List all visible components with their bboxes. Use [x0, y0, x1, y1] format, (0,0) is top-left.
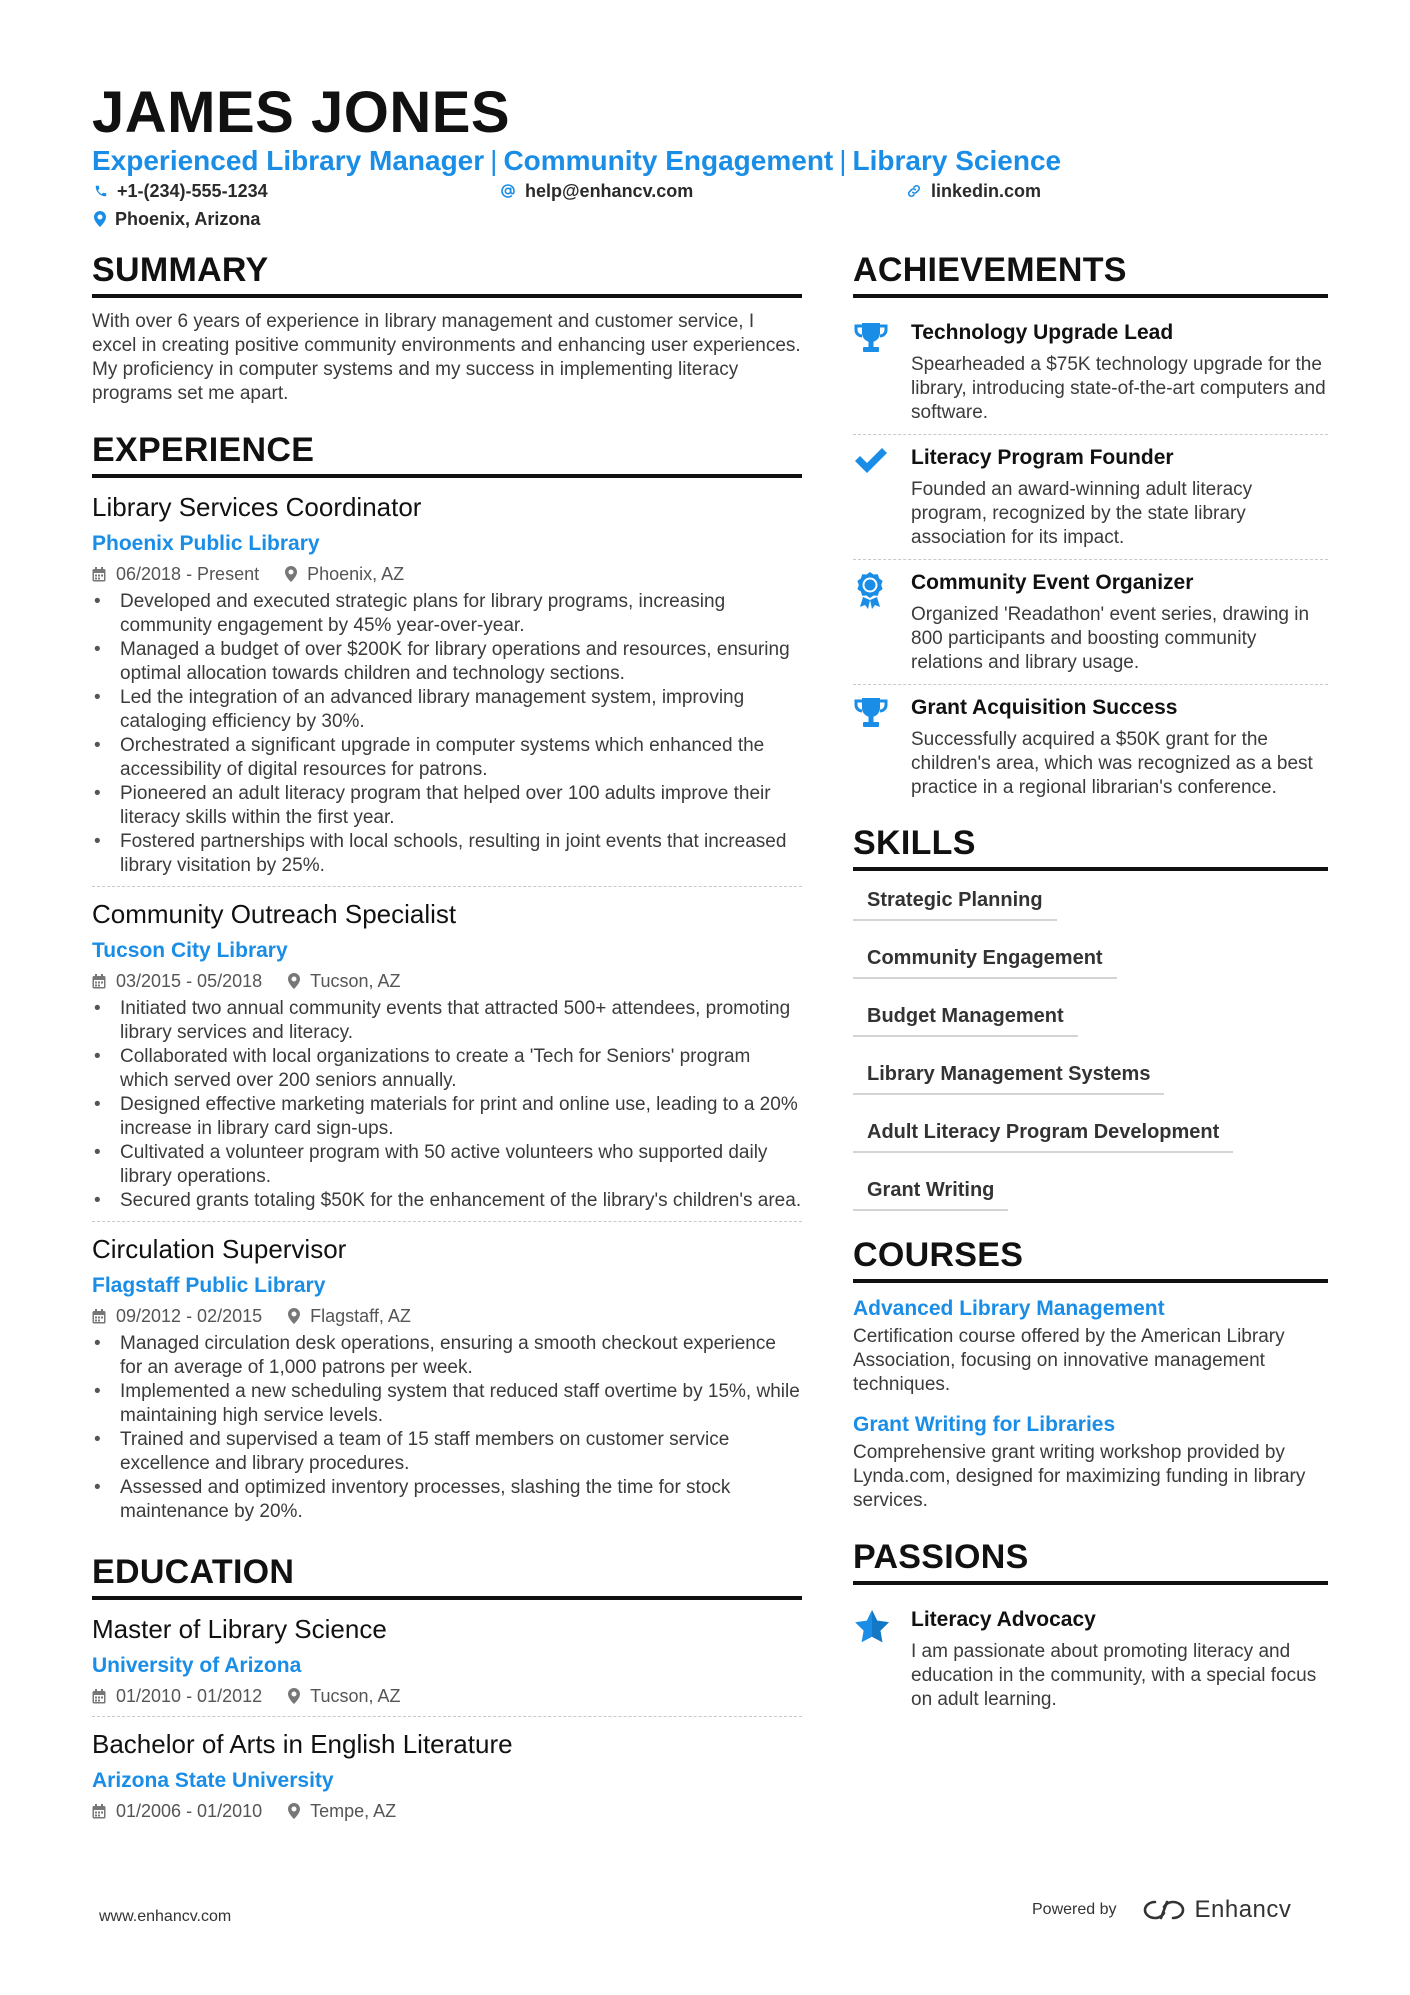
calendar-icon — [92, 567, 106, 582]
experience-section — [92, 430, 802, 1532]
contact-location — [94, 208, 260, 230]
achievement-description: Founded an award-winning adult literacy program, recognized by the state library association for its impact. — [911, 479, 1253, 548]
brand-name: Enhancv — [1194, 1896, 1292, 1923]
achievement-description: Spearheaded a $75K technology upgrade for the library, introducing state-of-the-art computers and software. — [911, 354, 1326, 423]
experience-entry — [92, 490, 802, 887]
link-icon — [906, 183, 922, 199]
calendar-icon — [92, 1804, 106, 1819]
location-pin-icon — [288, 1688, 300, 1704]
bullet-item: • Developed and executed strategic plans for library programs, increasing community engagement by 45% year-over-year. — [92, 590, 802, 638]
education-location: Tempe, AZ — [310, 1801, 397, 1821]
education-section — [92, 1552, 802, 1831]
headline-part: Community Engagement — [503, 145, 834, 176]
company-name: Phoenix Public Library — [92, 532, 320, 555]
degree-title: Bachelor of Arts in English Literature — [92, 1729, 513, 1759]
headline — [92, 144, 1061, 178]
summary-text: With over 6 years of experience in library management and customer service, I excel in creating positive community environments and enhancing user experiences. My proficiency in computer systems and my success in implementing literacy programs set me apart. — [92, 311, 801, 404]
job-meta — [92, 1304, 802, 1328]
contact-phone — [94, 180, 268, 202]
section-title: PASSIONS — [853, 1537, 1328, 1585]
achievement-title: Technology Upgrade Lead — [911, 321, 1174, 344]
experience-entry — [92, 897, 802, 1222]
skill-tag: Adult Literacy Program Development — [853, 1115, 1233, 1153]
headline-part: Library Science — [852, 145, 1062, 176]
achievement-item — [853, 560, 1328, 685]
location-pin-icon — [288, 1308, 300, 1324]
bullet-item: • Cultivated a volunteer program with 50 active volunteers who supported daily library operations. — [92, 1141, 802, 1189]
achievement-title: Community Event Organizer — [911, 571, 1194, 594]
experience-entry — [92, 1232, 802, 1532]
bullet-item: • Managed a budget of over $200K for library operations and resources, ensuring optimal allocation towards children and technology sections. — [92, 638, 802, 686]
contact-email[interactable] — [500, 180, 693, 202]
education-dates: 01/2006 - 01/2010 — [116, 1801, 263, 1821]
bullet-item: • Fostered partnerships with local schools, resulting in joint events that increased library visitation by 25%. — [92, 830, 802, 878]
job-bullets — [92, 997, 802, 1213]
school-name: Arizona State University — [92, 1769, 334, 1792]
achievement-description: Organized 'Readathon' event series, drawing in 800 participants and boosting community relations and library usage. — [911, 604, 1310, 673]
section-title: COURSES — [853, 1235, 1328, 1283]
achievement-item — [853, 685, 1328, 809]
education-meta — [92, 1799, 802, 1823]
job-title: Library Services Coordinator — [92, 492, 422, 522]
achievement-item — [853, 310, 1328, 435]
powered-by-label: Powered by — [1032, 1901, 1117, 1918]
trophy-icon — [853, 321, 889, 355]
skill-tag: Budget Management — [853, 999, 1078, 1037]
section-title: SKILLS — [853, 823, 1328, 871]
footer-branding — [1032, 1896, 1291, 1924]
skill-tag: Community Engagement — [853, 941, 1117, 979]
location-pin-icon — [94, 211, 106, 227]
bullet-item: • Pioneered an adult literacy program that helped over 100 adults improve their literacy skills within the first year. — [92, 782, 802, 830]
location-pin-icon — [288, 1803, 300, 1819]
passion-item — [853, 1597, 1328, 1721]
course-title: Grant Writing for Libraries — [853, 1413, 1116, 1436]
award-medal-icon — [853, 571, 887, 609]
bullet-item: • Managed circulation desk operations, ensuring a smooth checkout experience for an average of 1,000 patrons per week. — [92, 1332, 802, 1380]
calendar-icon — [92, 1689, 106, 1704]
passion-description: I am passionate about promoting literacy and education in the community, with a special focus on adult learning. — [911, 1641, 1317, 1710]
headline-separator: | — [839, 145, 847, 176]
bullet-item: • Assessed and optimized inventory processes, slashing the time for stock maintenance by 20%. — [92, 1476, 802, 1524]
job-dates: 09/2012 - 02/2015 — [116, 1306, 263, 1326]
job-bullets — [92, 1332, 802, 1524]
section-title: EXPERIENCE — [92, 430, 802, 478]
skill-tag: Strategic Planning — [853, 883, 1057, 921]
star-icon — [853, 1608, 891, 1644]
passions-section — [853, 1537, 1328, 1721]
bullet-item: • Trained and supervised a team of 15 staff members on customer service excellence and library procedures. — [92, 1428, 802, 1476]
location-text: Phoenix, Arizona — [115, 209, 261, 229]
bullet-item: • Led the integration of an advanced library management system, improving cataloging efficiency by 30%. — [92, 686, 802, 734]
email-link[interactable]: help@enhancv.com — [525, 181, 694, 201]
job-meta — [92, 969, 802, 993]
footer-website[interactable]: www.enhancv.com — [99, 1908, 232, 1925]
bullet-item: • Collaborated with local organizations to create a 'Tech for Seniors' program which served over 200 seniors annually. — [92, 1045, 802, 1093]
education-meta — [92, 1684, 802, 1708]
enhancv-logo-icon — [1141, 1898, 1187, 1922]
job-meta — [92, 562, 802, 586]
course-title: Advanced Library Management — [853, 1297, 1165, 1320]
phone-icon — [94, 184, 108, 198]
achievement-title: Grant Acquisition Success — [911, 696, 1178, 719]
phone-text: +1-(234)-555-1234 — [117, 181, 268, 201]
job-location: Flagstaff, AZ — [310, 1306, 411, 1326]
course-description: Comprehensive grant writing workshop provided by Lynda.com, designed for maximizing funding in library services. — [853, 1442, 1306, 1511]
bullet-item: • Designed effective marketing materials for print and online use, leading to a 20% increase in library card sign-ups. — [92, 1093, 802, 1141]
skill-tag: Library Management Systems — [853, 1057, 1164, 1095]
left-column — [92, 250, 802, 1841]
location-pin-icon — [288, 973, 300, 989]
candidate-name: JAMES JONES — [92, 80, 511, 145]
bullet-item: • Secured grants totaling $50K for the enhancement of the library's children's area. — [92, 1189, 802, 1213]
bullet-item: • Initiated two annual community events that attracted 500+ attendees, promoting library services and literacy. — [92, 997, 802, 1045]
section-title: SUMMARY — [92, 250, 802, 298]
skills-section — [853, 823, 1328, 1231]
education-location: Tucson, AZ — [310, 1686, 401, 1706]
achievement-item — [853, 435, 1328, 560]
education-entry — [92, 1612, 802, 1717]
section-title: EDUCATION — [92, 1552, 802, 1600]
headline-part: Experienced Library Manager — [92, 145, 485, 176]
job-bullets — [92, 590, 802, 878]
linkedin-link[interactable]: linkedin.com — [931, 181, 1042, 201]
job-location: Phoenix, AZ — [307, 564, 405, 584]
job-title: Circulation Supervisor — [92, 1234, 347, 1264]
courses-section — [853, 1235, 1328, 1513]
checkmark-icon — [853, 446, 889, 476]
location-pin-icon — [285, 566, 297, 582]
headline-separator: | — [490, 145, 498, 176]
at-sign-icon — [500, 183, 516, 199]
education-entry — [92, 1727, 802, 1831]
calendar-icon — [92, 1309, 106, 1324]
degree-title: Master of Library Science — [92, 1614, 387, 1644]
calendar-icon — [92, 974, 106, 989]
bullet-item: • Implemented a new scheduling system that reduced staff overtime by 15%, while maintaining high service levels. — [92, 1380, 802, 1428]
passion-title: Literacy Advocacy — [911, 1608, 1096, 1631]
bullet-item: • Orchestrated a significant upgrade in computer systems which enhanced the accessibility of digital resources for patrons. — [92, 734, 802, 782]
summary-section — [92, 250, 802, 406]
course-description: Certification course offered by the American Library Association, focusing on innovative management techniques. — [853, 1326, 1285, 1395]
job-dates: 03/2015 - 05/2018 — [116, 971, 263, 991]
achievement-title: Literacy Program Founder — [911, 446, 1174, 469]
achievements-section — [853, 250, 1328, 809]
company-name: Flagstaff Public Library — [92, 1274, 326, 1297]
section-title: ACHIEVEMENTS — [853, 250, 1328, 298]
right-column — [853, 250, 1328, 1721]
contact-linkedin[interactable] — [906, 180, 1041, 202]
job-title: Community Outreach Specialist — [92, 899, 457, 929]
job-dates: 06/2018 - Present — [116, 564, 260, 584]
education-dates: 01/2010 - 01/2012 — [116, 1686, 263, 1706]
trophy-icon — [853, 696, 889, 730]
school-name: University of Arizona — [92, 1654, 302, 1677]
company-name: Tucson City Library — [92, 939, 288, 962]
job-location: Tucson, AZ — [310, 971, 401, 991]
skill-tag: Grant Writing — [853, 1173, 1008, 1211]
achievement-description: Successfully acquired a $50K grant for the children's area, which was recognized as a best practice in a regional librarian's conference. — [911, 729, 1313, 798]
